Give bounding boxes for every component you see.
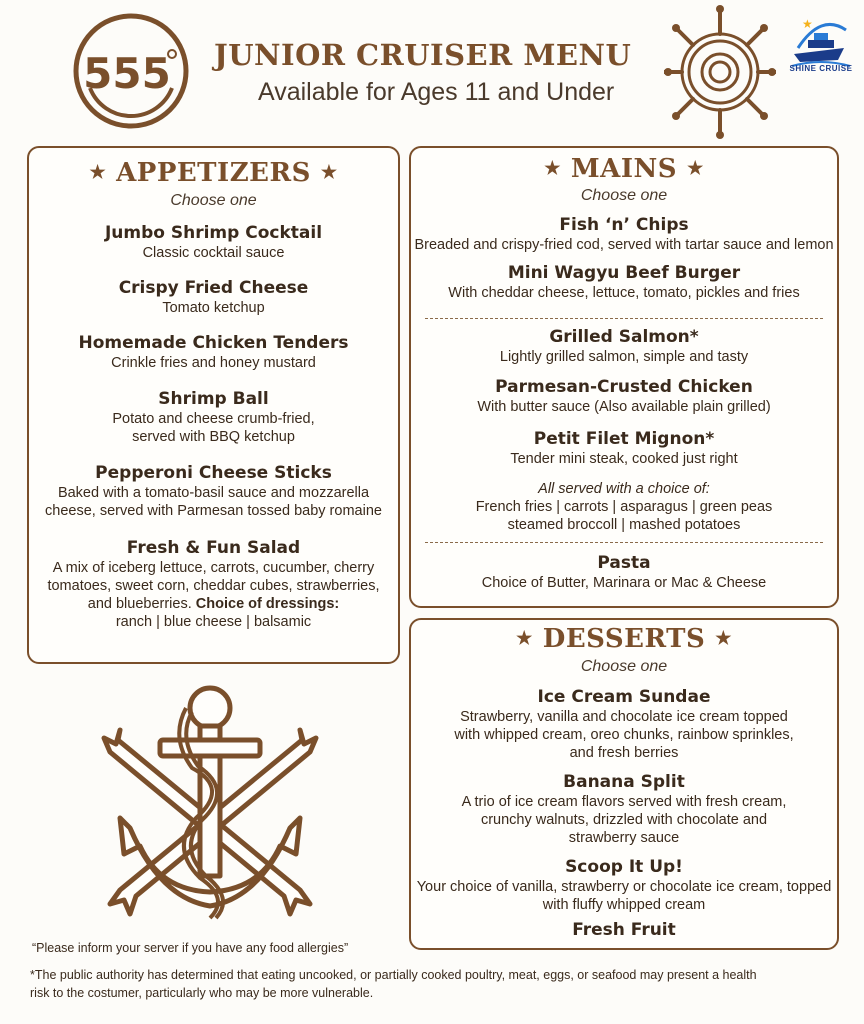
mains-panel: [409, 146, 839, 608]
menu-item: [411, 326, 837, 366]
menu-item: [411, 919, 837, 941]
item-desc: A mix of iceberg lettuce, carrots, cucumber, cherry: [52, 560, 375, 576]
item-desc: Lightly grilled salmon, simple and tasty: [499, 349, 749, 365]
item-name: Pasta: [597, 553, 651, 573]
desserts-heading: ★ DESSERTS ★: [516, 624, 732, 654]
item-desc: with fluffy whipped cream: [542, 897, 706, 913]
menu-item: [411, 686, 837, 762]
menu-item: [29, 332, 398, 372]
item-desc: Classic cocktail sauce: [142, 245, 285, 261]
item-desc: Breaded and crispy-fried cod, served with tartar sauce and lemon: [414, 237, 834, 253]
svg-text:★: ★: [802, 17, 813, 31]
menu-subtitle: Available for Ages 11 and Under: [258, 78, 615, 106]
star-icon: ★: [89, 162, 107, 183]
item-name: Homemade Chicken Tenders: [78, 333, 349, 353]
item-desc: cheese, served with Parmesan tossed baby romaine: [45, 503, 382, 519]
sides-block: [411, 480, 837, 534]
menu-item: [29, 222, 398, 262]
health-footnote: [30, 966, 830, 1002]
allergy-notice: “Please inform your server if you have any food allergies”: [32, 941, 349, 955]
menu-item: [29, 462, 398, 520]
star-icon: ★: [320, 162, 338, 183]
item-name: Fish ‘n’ Chips: [559, 215, 689, 235]
menu-item: [411, 262, 837, 302]
desserts-panel: [409, 618, 839, 950]
item-desc: crunchy walnuts, drizzled with chocolate and: [480, 812, 768, 828]
sides-intro: All served with a choice of:: [538, 481, 710, 497]
menu-item: [411, 856, 837, 914]
menu-item: [29, 388, 398, 446]
menu-item: [29, 277, 398, 317]
dressing-label: Choice of dressings:: [195, 596, 340, 612]
menu-item: [411, 214, 837, 254]
star-icon: ★: [715, 628, 732, 649]
star-icon: ★: [544, 158, 561, 179]
star-icon: ★: [516, 628, 533, 649]
footnote-line: *The public authority has determined that eating uncooked, or partially cooked poultry, meat, eggs, or seafood may present a health: [30, 968, 757, 982]
desserts-choose: Choose one: [580, 658, 668, 675]
item-desc: With butter sauce (Also available plain grilled): [477, 399, 771, 415]
item-desc: and fresh berries: [569, 745, 679, 761]
mains-heading: ★ MAINS ★: [544, 154, 704, 184]
item-name: Fresh Fruit: [572, 920, 676, 940]
item-desc: with whipped cream, oreo chunks, rainbow sprinkles,: [454, 727, 794, 743]
item-name: Mini Wagyu Beef Burger: [507, 263, 741, 283]
menu-item: [411, 376, 837, 416]
footnote-line: risk to the costumer, particularly who may be more vulnerable.: [30, 986, 374, 1000]
555-logo: [72, 12, 190, 130]
anchor-icon: [100, 678, 320, 928]
item-desc: Tender mini steak, cooked just right: [510, 451, 738, 467]
item-name: Fresh & Fun Salad: [126, 538, 301, 558]
appetizers-panel: [27, 146, 400, 664]
appetizers-choose: Choose one: [170, 192, 257, 209]
menu-item: [411, 428, 837, 468]
divider: [425, 542, 823, 543]
item-desc: [29, 595, 398, 613]
item-name: Crispy Fried Cheese: [118, 278, 309, 298]
menu-item: [29, 537, 398, 631]
item-name: Petit Filet Mignon*: [533, 429, 715, 449]
item-desc: tomatoes, sweet corn, cheddar cubes, strawberries,: [47, 578, 380, 594]
item-desc: Choice of Butter, Marinara or Mac & Cheese: [481, 575, 767, 591]
divider: [425, 318, 823, 319]
item-desc-end: and blueberries.: [87, 596, 192, 612]
item-name: Banana Split: [563, 772, 685, 792]
brand-name: SHINE CRUISE: [789, 64, 853, 73]
menu-item: [411, 771, 837, 847]
item-desc: With cheddar cheese, lettuce, tomato, pickles and fries: [448, 285, 800, 301]
item-name: Grilled Salmon*: [549, 327, 699, 347]
sides-list: French fries | carrots | asparagus | green peas: [475, 499, 773, 515]
appetizers-heading: ★ APPETIZERS ★: [89, 158, 338, 188]
dressing-options: ranch | blue cheese | balsamic: [115, 614, 312, 630]
mains-choose: Choose one: [580, 187, 668, 204]
menu-item: [411, 552, 837, 592]
ship-wheel-icon: [664, 2, 776, 142]
item-name: Scoop It Up!: [565, 857, 683, 877]
item-name: Ice Cream Sundae: [537, 687, 711, 707]
sides-list: steamed broccoll | mashed potatoes: [507, 517, 741, 533]
menu-title: JUNIOR CRUISER MENU: [214, 38, 632, 72]
item-desc: served with BBQ ketchup: [132, 429, 295, 445]
item-name: Parmesan-Crusted Chicken: [495, 377, 753, 397]
item-name: Jumbo Shrimp Cocktail: [104, 223, 323, 243]
item-name: Pepperoni Cheese Sticks: [95, 463, 332, 483]
item-name: Shrimp Ball: [158, 389, 269, 409]
item-desc: Potato and cheese crumb-fried,: [112, 411, 315, 427]
item-desc: Crinkle fries and honey mustard: [111, 355, 316, 371]
item-desc: strawberry sauce: [568, 830, 680, 846]
item-desc: A trio of ice cream flavors served with fresh cream,: [461, 794, 787, 810]
star-icon: ★: [687, 158, 704, 179]
item-desc: Your choice of vanilla, strawberry or chocolate ice cream, topped: [416, 879, 832, 895]
item-desc: Baked with a tomato-basil sauce and mozzarella: [57, 485, 370, 501]
item-desc: Tomato ketchup: [162, 300, 265, 316]
logo-number: 555: [83, 49, 171, 98]
item-desc: Strawberry, vanilla and chocolate ice cream topped: [460, 709, 788, 725]
